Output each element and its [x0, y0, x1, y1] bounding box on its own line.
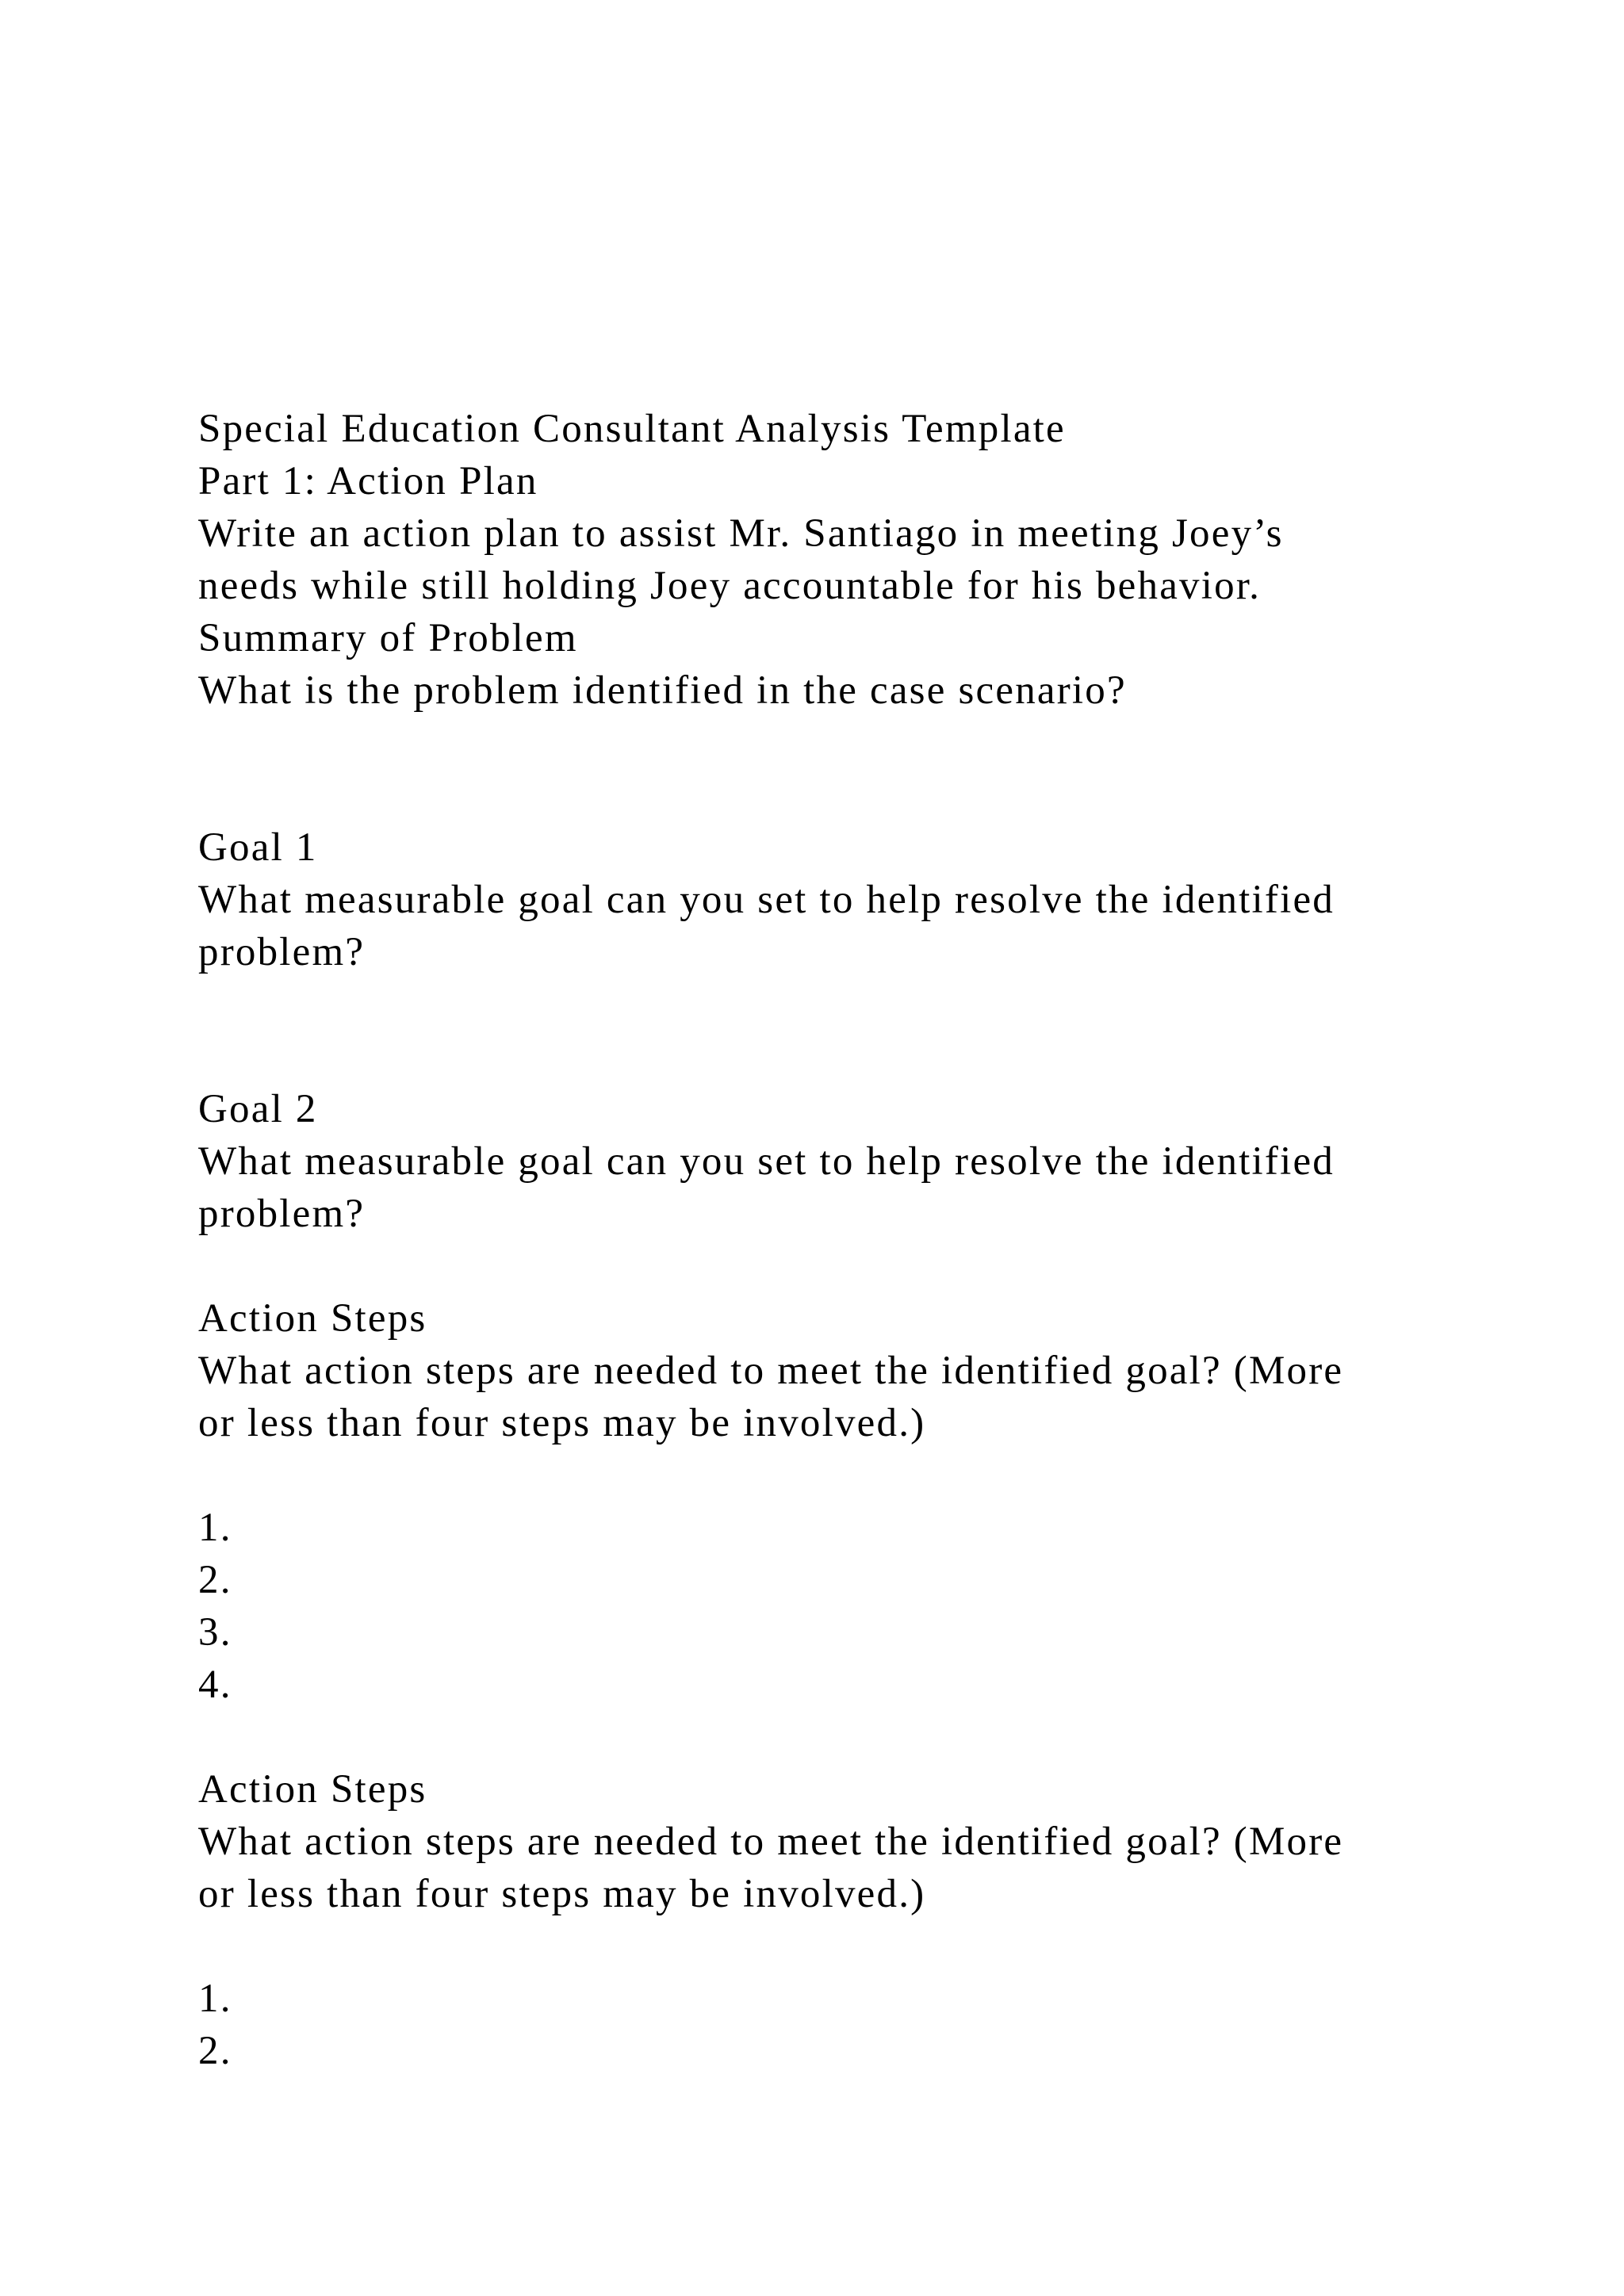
- document-body: [198, 403, 1499, 2077]
- goal2-question-line-1: What measurable goal can you set to help resolve the identified: [198, 1139, 1335, 1184]
- goal1-heading: Goal 1: [198, 825, 318, 870]
- document-title: Special Education Consultant Analysis Template: [198, 407, 1066, 451]
- intro-line-1: Write an action plan to assist Mr. Santiago in meeting Joey’s: [198, 511, 1284, 556]
- goal2-heading: Goal 2: [198, 1087, 318, 1131]
- part-heading: Part 1: Action Plan: [198, 459, 538, 503]
- summary-question: What is the problem identified in the case scenario?: [198, 668, 1127, 713]
- blank-space: [198, 1920, 1499, 1973]
- action-steps-2-question-line-1: What action steps are needed to meet the identified goal? (More: [198, 1820, 1344, 1864]
- intro-line-2: needs while still holding Joey accountable for his behavior.: [198, 564, 1262, 608]
- action-steps-2-heading: Action Steps: [198, 1767, 427, 1812]
- action-steps-1-question-line-1: What action steps are needed to meet the identified goal? (More: [198, 1349, 1344, 1393]
- action-steps-1-question-line-2: or less than four steps may be involved.): [198, 1401, 926, 1445]
- blank-space: [198, 1449, 1499, 1502]
- blank-space: [198, 978, 1499, 1083]
- action-steps-1-item-1: 1.: [198, 1506, 232, 1550]
- blank-space: [198, 717, 1499, 821]
- summary-heading: Summary of Problem: [198, 616, 578, 660]
- goal1-question-line-2: problem?: [198, 930, 366, 974]
- action-steps-2-item-2: 2.: [198, 2029, 232, 2073]
- action-steps-1-heading: Action Steps: [198, 1296, 427, 1341]
- goal2-question-line-2: problem?: [198, 1192, 366, 1236]
- action-steps-1-item-4: 4.: [198, 1663, 232, 1707]
- action-steps-2-question-line-2: or less than four steps may be involved.): [198, 1872, 926, 1916]
- blank-space: [198, 1711, 1499, 1763]
- action-steps-1-item-3: 3.: [198, 1610, 232, 1655]
- action-steps-1-item-2: 2.: [198, 1558, 232, 1602]
- blank-space: [198, 1240, 1499, 1292]
- action-steps-2-item-1: 1.: [198, 1976, 232, 2021]
- goal1-question-line-1: What measurable goal can you set to help resolve the identified: [198, 878, 1335, 922]
